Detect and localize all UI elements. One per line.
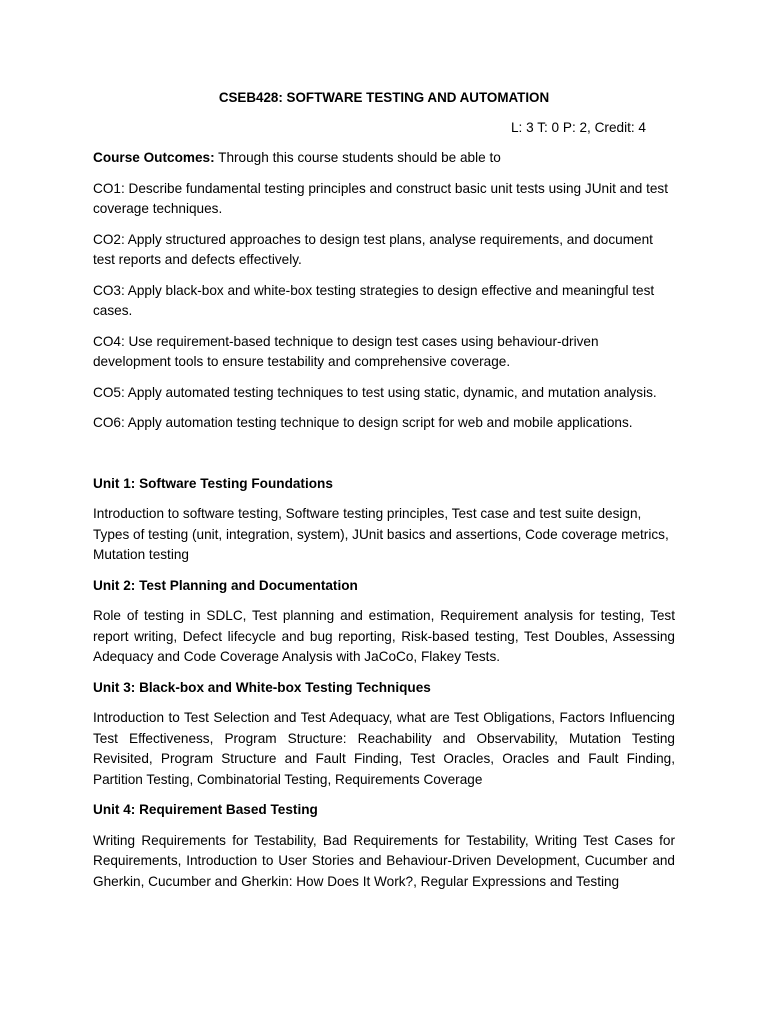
- course-outcome-3: CO3: Apply black-box and white-box testing strategies to design effective and meaningful test cases.: [93, 282, 655, 318]
- syllabus-page: [93, 88, 675, 902]
- course-outcome-1: CO1: Describe fundamental testing principles and construct basic unit tests using JUnit and test coverage techniques.: [93, 180, 669, 216]
- unit-2-body: Role of testing in SDLC, Test planning and estimation, Requirement analysis for testing, Test report writing, Defect lifecycle and bug reporting, Risk-based testing, Test Doubles, Assessing Adequacy and Code Coverage Analysis with JaCoCo, Flakey Tests.: [93, 608, 675, 664]
- unit-3-body: Introduction to Test Selection and Test Adequacy, what are Test Obligations, Factors Influencing Test Effectiveness, Program Structure: Reachability and Observability, Mutation Testing Revisited, Program Structure and Fault Finding, Test Oracles, Oracles and Fault Finding, Partition Testing, Combinatorial Testing, Requirements Coverage: [93, 710, 675, 787]
- unit-4-heading: Unit 4: Requirement Based Testing: [93, 802, 318, 817]
- course-outcomes-intro: [93, 148, 675, 169]
- course-outcomes-intro-text: Through this course students should be able to: [214, 150, 501, 165]
- unit-1-heading: Unit 1: Software Testing Foundations: [93, 475, 333, 491]
- section-spacer: [93, 444, 675, 474]
- course-title: CSEB428: SOFTWARE TESTING AND AUTOMATION: [218, 90, 550, 105]
- course-outcomes-heading: Course Outcomes:: [93, 150, 215, 165]
- unit-3-heading: Unit 3: Black-box and White-box Testing Techniques: [93, 679, 431, 695]
- course-outcome-5: CO5: Apply automated testing techniques to test using static, dynamic, and mutation analysis.: [93, 384, 657, 400]
- course-outcome-6: CO6: Apply automation testing technique to design script for web and mobile applications.: [93, 415, 633, 430]
- unit-4-body: Writing Requirements for Testability, Bad Requirements for Testability, Writing Test Cases for Requirements, Introduction to User Stories and Behaviour-Driven Development, Cucumber and Gherkin, Cucumber and Gherkin: How Does It Work?, Regular Expressions and Testing: [93, 832, 675, 889]
- course-outcome-4: CO4: Use requirement-based technique to design test cases using behaviour-driven development tools to ensure testability and comprehensive coverage.: [93, 333, 599, 369]
- unit-1-body: Introduction to software testing, Software testing principles, Test case and test suite design, Types of testing (unit, integration, system), JUnit basics and assertions, Code coverage metrics, Mutation testing: [93, 506, 669, 562]
- course-outcome-2: CO2: Apply structured approaches to design test plans, analyse requirements, and document test reports and defects effectively.: [93, 231, 653, 267]
- unit-2-heading: Unit 2: Test Planning and Documentation: [93, 577, 358, 593]
- course-credits: L: 3 T: 0 P: 2, Credit: 4: [510, 119, 646, 135]
